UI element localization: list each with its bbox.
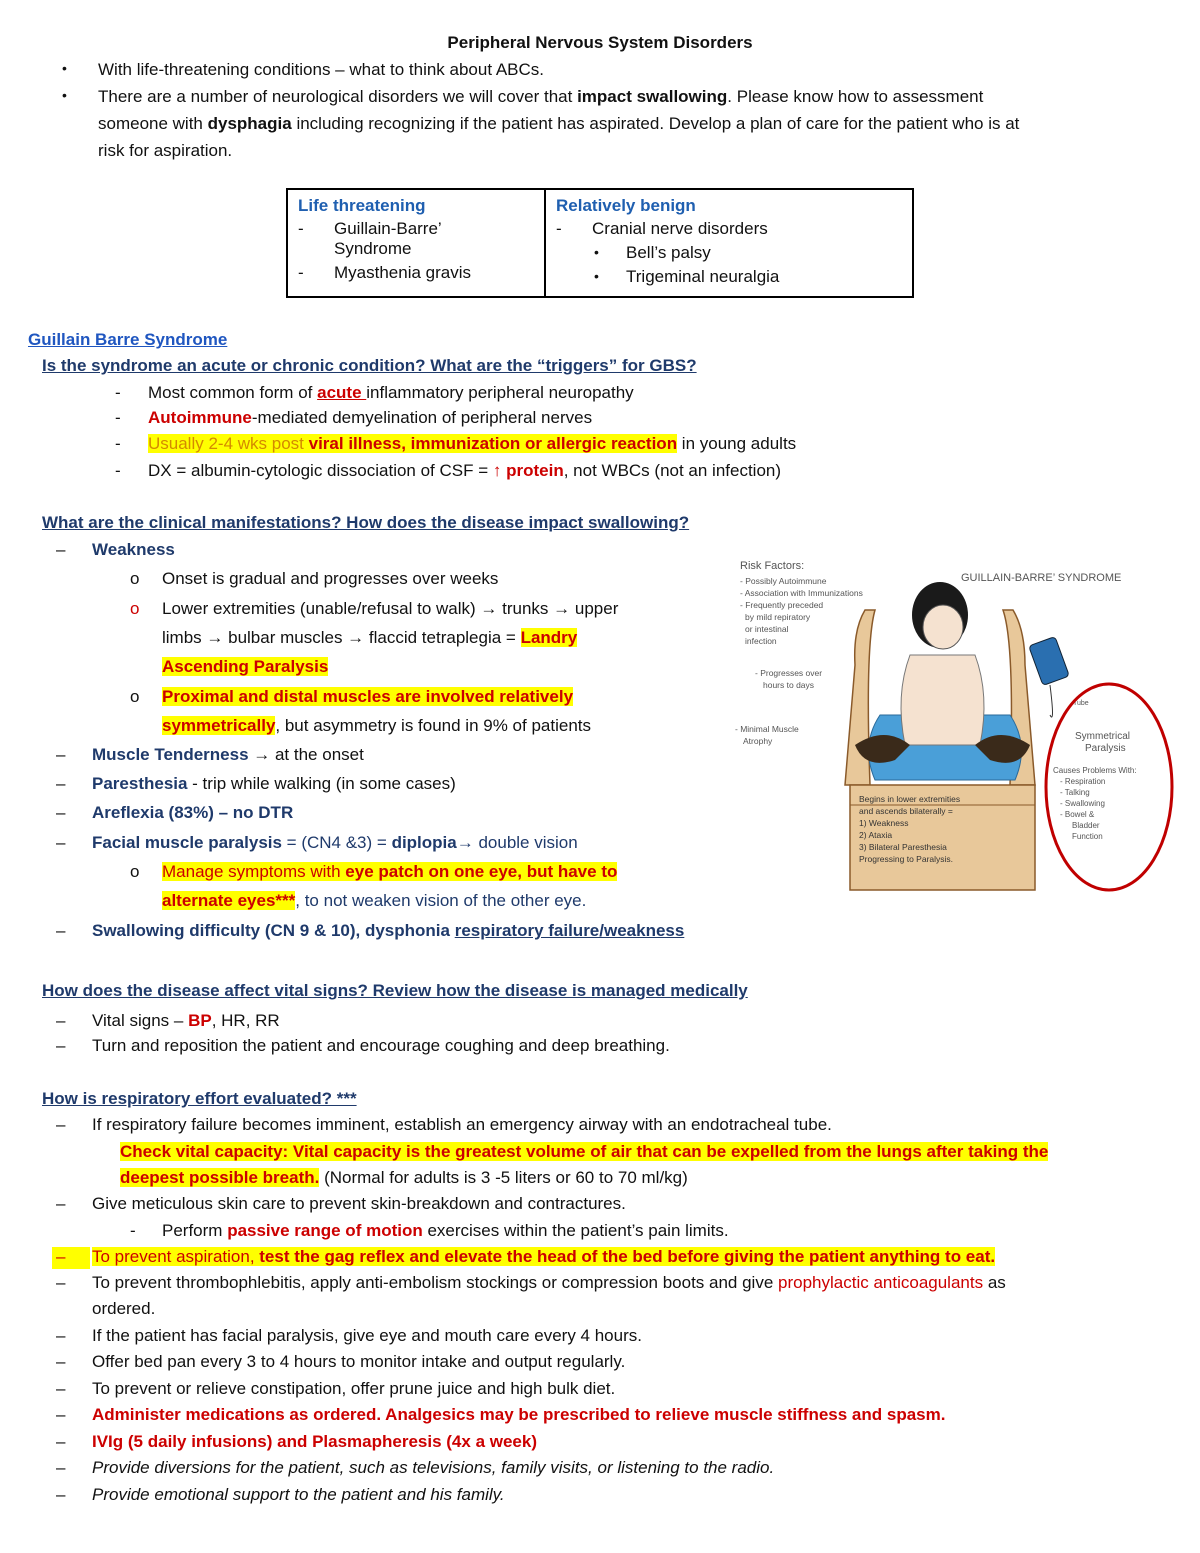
- bold-text: diplopia: [391, 833, 457, 852]
- facial-paralysis-sub-item-line-2: [162, 891, 586, 911]
- weakness-item-2: Lower extremities (unable/refusal to walk) → trunks → upper: [162, 599, 619, 618]
- red-text: Autoimmune: [148, 408, 252, 427]
- weakness-item-1: Onset is gradual and progresses over weeks: [162, 569, 499, 588]
- dash-icon: –: [56, 803, 66, 822]
- dash-icon: –: [56, 1458, 66, 1477]
- list-item: [556, 267, 902, 287]
- weakness-item-2-line-3: [162, 657, 328, 677]
- dash-icon: –: [56, 774, 66, 793]
- chair-text-5: 3) Bilateral Paresthesia: [859, 842, 947, 852]
- vitals-item-2: Turn and reposition the patient and encourage coughing and deep breathing.: [92, 1036, 670, 1055]
- weakness-label: Weakness: [92, 540, 175, 559]
- red-circle-annotation-icon: [1046, 684, 1172, 890]
- dash-icon: –: [56, 1115, 66, 1134]
- text: Myasthenia gravis: [334, 263, 472, 282]
- dash-icon: –: [56, 1326, 66, 1345]
- vitals-question: How does the disease affect vital signs? Review how the disease is managed medically: [42, 981, 748, 1000]
- dash-icon: -: [115, 408, 121, 427]
- resp-item-6: Offer bed pan every 3 to 4 hours to monitor intake and output regularly.: [92, 1352, 626, 1371]
- highlighted-red-text: viral illness, immunization or allergic reaction: [308, 434, 678, 453]
- iv-bag-icon: [1029, 636, 1070, 685]
- progresses-label-2: hours to days: [763, 680, 815, 690]
- circle-bullet-icon: o: [130, 687, 140, 706]
- circle-bullet-icon: o: [130, 862, 140, 881]
- text: → double vision: [456, 833, 578, 852]
- highlighted-red-text: To prevent aspiration,: [92, 1247, 260, 1266]
- red-text: ↑ protein: [492, 461, 564, 480]
- dash-icon: –: [56, 1011, 66, 1030]
- dash-icon: –: [56, 1485, 66, 1504]
- dash-icon: -: [115, 383, 121, 402]
- cause-2: - Talking: [1060, 788, 1090, 797]
- minimal-atrophy-label-2: Atrophy: [743, 736, 773, 746]
- patient-body-icon: [901, 655, 984, 745]
- text: exercises within the patient’s pain limits.: [422, 1221, 729, 1240]
- patient-face-icon: [923, 605, 963, 649]
- text: , HR, RR: [211, 1011, 280, 1030]
- weakness-item-3: [162, 687, 573, 707]
- dash-icon: –: [56, 1036, 66, 1055]
- bold-text: Facial muscle paralysis: [92, 833, 282, 852]
- bullet-icon: •: [594, 268, 599, 284]
- red-text: prophylactic anticoagulants: [778, 1273, 984, 1292]
- clinical-question: What are the clinical manifestations? How does the disease impact swallowing?: [42, 513, 690, 532]
- risk-factor-5: or intestinal: [745, 624, 789, 634]
- red-text: passive range of motion: [227, 1221, 423, 1240]
- circle-bullet-icon: o: [130, 599, 140, 618]
- vital-capacity-line-1: [120, 1142, 1048, 1162]
- cause-3: - Swallowing: [1060, 799, 1105, 808]
- text: -mediated demyelination of peripheral nerves: [251, 408, 593, 427]
- text: Guillain-Barre’: [334, 219, 442, 238]
- gbs-figure-title: GUILLAIN-BARRE’ SYNDROME: [961, 572, 1122, 584]
- text: limbs → bulbar muscles → flaccid tetraplegia =: [162, 628, 521, 647]
- resp-item-7: To prevent or relieve constipation, offer prune juice and high bulk diet.: [92, 1379, 616, 1398]
- resp-item-11: Provide emotional support to the patient and his family.: [92, 1485, 505, 1504]
- bold-text: dysphagia: [207, 114, 292, 133]
- highlighted-text: Usually 2-4 wks post: [148, 434, 309, 453]
- text: Perform: [162, 1221, 228, 1240]
- paresthesia-item: [92, 774, 456, 794]
- relatively-benign-cell: [545, 189, 913, 297]
- circle-bullet-icon: o: [130, 569, 140, 588]
- dash-icon: –: [56, 1273, 66, 1292]
- text: including recognizing if the patient has aspirated. Develop a plan of care for the patient who is at: [291, 114, 1020, 133]
- list-item: [556, 219, 902, 239]
- chair-text-2: and ascends bilaterally =: [859, 806, 953, 816]
- resp-item-2: Give meticulous skin care to prevent skin-breakdown and contractures.: [92, 1194, 626, 1213]
- dash-icon: –: [56, 540, 66, 559]
- weakness-item-3-line-2: [162, 716, 591, 736]
- text: → at the onset: [248, 745, 364, 764]
- table-header-life-threatening: Life threatening: [298, 196, 426, 215]
- text: To prevent thrombophlebitis, apply anti-embolism stockings or compression boots and give: [92, 1273, 779, 1292]
- bullet-icon: •: [62, 60, 67, 76]
- facial-paralysis-sub-item: [162, 862, 617, 882]
- text: Vital signs –: [92, 1011, 189, 1030]
- facial-paralysis-item: [92, 833, 578, 853]
- table-header-relatively-benign: Relatively benign: [556, 196, 696, 215]
- highlighted-red-text: Ascending Paralysis: [162, 657, 329, 676]
- resp-item-1: If respiratory failure becomes imminent, establish an emergency airway with an endotracheal tube.: [92, 1115, 832, 1134]
- risk-factor-4: by mild repiratory: [745, 612, 811, 622]
- text: - trip while walking (in some cases): [187, 774, 456, 793]
- list-item: [298, 263, 534, 283]
- bold-text: Muscle Tenderness: [92, 745, 249, 764]
- tube-label: Tube: [1073, 700, 1089, 707]
- highlighted-red-text: symmetrically: [162, 716, 276, 735]
- gbs-item-1: [148, 383, 634, 403]
- dash-icon: -: [556, 219, 562, 238]
- text: (Normal for adults is 3 -5 liters or 60 to 70 ml/kg): [319, 1168, 688, 1187]
- list-item: [298, 219, 534, 259]
- text: . Please know how to assessment: [727, 87, 984, 106]
- dash-icon: -: [115, 434, 121, 453]
- paralysis-label: Paralysis: [1085, 743, 1126, 754]
- highlighted-red-text: eye patch on one eye, but have to: [345, 862, 618, 881]
- highlighted-red-text: Check vital capacity: Vital capacity is the greatest volume of air that can be expelled from the lungs after taking the: [120, 1142, 1049, 1161]
- dash-icon: –: [56, 1352, 66, 1371]
- resp-item-4-line-2: ordered.: [92, 1299, 156, 1318]
- chair-text-4: 2) Ataxia: [859, 830, 893, 840]
- dash-icon: -: [115, 461, 121, 480]
- dash-icon: –: [56, 833, 66, 852]
- intro-bullet-2-line-3: risk for aspiration.: [98, 141, 233, 160]
- vitals-item-1: [92, 1011, 280, 1031]
- cause-5: Bladder: [1072, 821, 1100, 830]
- resp-item-10: Provide diversions for the patient, such as televisions, family visits, or listening to the radio.: [92, 1458, 775, 1477]
- weakness-item-2-line-2: [162, 628, 577, 648]
- text: , not WBCs (not an infection): [563, 461, 782, 480]
- highlighted-red-text: deepest possible breath.: [120, 1168, 320, 1187]
- gbs-item-3: [148, 434, 796, 454]
- bold-text: impact swallowing: [577, 87, 728, 106]
- text: inflammatory peripheral neuropathy: [366, 383, 634, 402]
- highlighted-red-text: test the gag reflex and elevate the head of the bed before giving the patient anything to eat.: [259, 1247, 996, 1266]
- highlighted-red-text: alternate eyes***: [162, 891, 296, 910]
- areflexia-item: Areflexia (83%) – no DTR: [92, 803, 294, 822]
- progresses-label: - Progresses over: [755, 668, 823, 678]
- bold-text: Paresthesia: [92, 774, 188, 793]
- text: = (CN4 &3) =: [281, 833, 392, 852]
- resp-item-4: [92, 1273, 1006, 1293]
- text: , to not weaken vision of the other eye.: [295, 891, 587, 910]
- life-threatening-cell: [287, 189, 545, 297]
- resp-item-5: If the patient has facial paralysis, give eye and mouth care every 4 hours.: [92, 1326, 642, 1345]
- muscle-tenderness-item: [92, 745, 364, 765]
- vital-capacity-line-2: [120, 1168, 688, 1188]
- chair-text-6: Progressing to Paralysis.: [859, 854, 954, 864]
- gbs-item-4: [148, 461, 781, 481]
- resp-item-8: Administer medications as ordered. Analgesics may be prescribed to relieve muscle stiffness and spasm.: [92, 1405, 946, 1424]
- iv-line-icon: [1050, 685, 1053, 717]
- intro-bullet-2: [98, 87, 983, 107]
- text: someone with: [98, 114, 208, 133]
- resp-item-2-sub: [162, 1221, 729, 1241]
- cause-1: - Respiration: [1060, 777, 1106, 786]
- gbs-illustration: [735, 555, 1180, 895]
- cause-4: - Bowel &: [1060, 810, 1095, 819]
- text: Syndrome: [334, 239, 412, 258]
- causes-title: Causes Problems With:: [1053, 766, 1137, 775]
- bullet-icon: •: [62, 87, 67, 103]
- gbs-question-1: Is the syndrome an acute or chronic condition? What are the “triggers” for GBS?: [42, 356, 697, 375]
- text: as: [983, 1273, 1006, 1292]
- bold-text: Swallowing difficulty (CN 9 & 10), dysphonia: [92, 921, 455, 940]
- intro-bullet-1: With life-threatening conditions – what to think about ABCs.: [98, 60, 545, 79]
- risk-factor-3: - Frequently preceded: [740, 600, 824, 610]
- dash-icon: –: [56, 1432, 66, 1451]
- disorders-table: [286, 188, 914, 298]
- dash-icon: -: [298, 263, 304, 282]
- gbs-heading: Guillain Barre Syndrome: [28, 330, 228, 349]
- text: in young adults: [677, 434, 797, 453]
- dash-icon: –: [56, 1247, 66, 1266]
- text: Cranial nerve disorders: [592, 219, 768, 238]
- intro-bullet-2-line-2: [98, 114, 1019, 134]
- text: , but asymmetry is found in 9% of patients: [275, 716, 592, 735]
- minimal-atrophy-label: - Minimal Muscle: [735, 724, 799, 734]
- respiratory-question: How is respiratory effort evaluated? ***: [42, 1089, 357, 1108]
- dash-icon: -: [130, 1221, 136, 1240]
- page-title: Peripheral Nervous System Disorders: [447, 33, 753, 52]
- dash-icon: -: [298, 219, 304, 238]
- text: Bell’s palsy: [626, 243, 711, 262]
- chair-text-1: Begins in lower extremities: [859, 794, 961, 804]
- swallowing-item: [92, 921, 684, 941]
- dash-icon: –: [56, 1379, 66, 1398]
- red-text: BP: [188, 1011, 212, 1030]
- red-text: acute: [317, 383, 367, 402]
- chair-text-3: 1) Weakness: [859, 818, 909, 828]
- cause-6: Function: [1072, 832, 1103, 841]
- resp-item-9: IVIg (5 daily infusions) and Plasmapheresis (4x a week): [92, 1432, 537, 1451]
- risk-factor-6: infection: [745, 636, 777, 646]
- list-item: [556, 243, 902, 263]
- risk-factor-1: - Possibly Autoimmune: [740, 576, 827, 586]
- text: There are a number of neurological disorders we will cover that: [98, 87, 578, 106]
- symmetrical-label: Symmetrical: [1075, 731, 1131, 742]
- text: Most common form of: [148, 383, 318, 402]
- highlighted-red-text: Manage symptoms with: [162, 862, 346, 881]
- risk-factor-2: - Association with Immunizations: [740, 588, 863, 598]
- text: Trigeminal neuralgia: [626, 267, 780, 286]
- dash-icon: –: [56, 921, 66, 940]
- text: DX = albumin-cytologic dissociation of CSF =: [148, 461, 493, 480]
- gbs-item-2: [148, 408, 592, 428]
- risk-factors-title: Risk Factors:: [740, 560, 805, 572]
- highlighted-red-text: Proximal and distal muscles are involved relatively: [162, 687, 574, 706]
- resp-item-3: [92, 1247, 995, 1267]
- highlighted-red-text: Landry: [520, 628, 578, 647]
- bullet-icon: •: [594, 244, 599, 260]
- dash-icon: –: [56, 1405, 66, 1424]
- dash-icon: –: [56, 1194, 66, 1213]
- underlined-text: respiratory failure/weakness: [454, 921, 685, 940]
- dash-icon: –: [56, 745, 66, 764]
